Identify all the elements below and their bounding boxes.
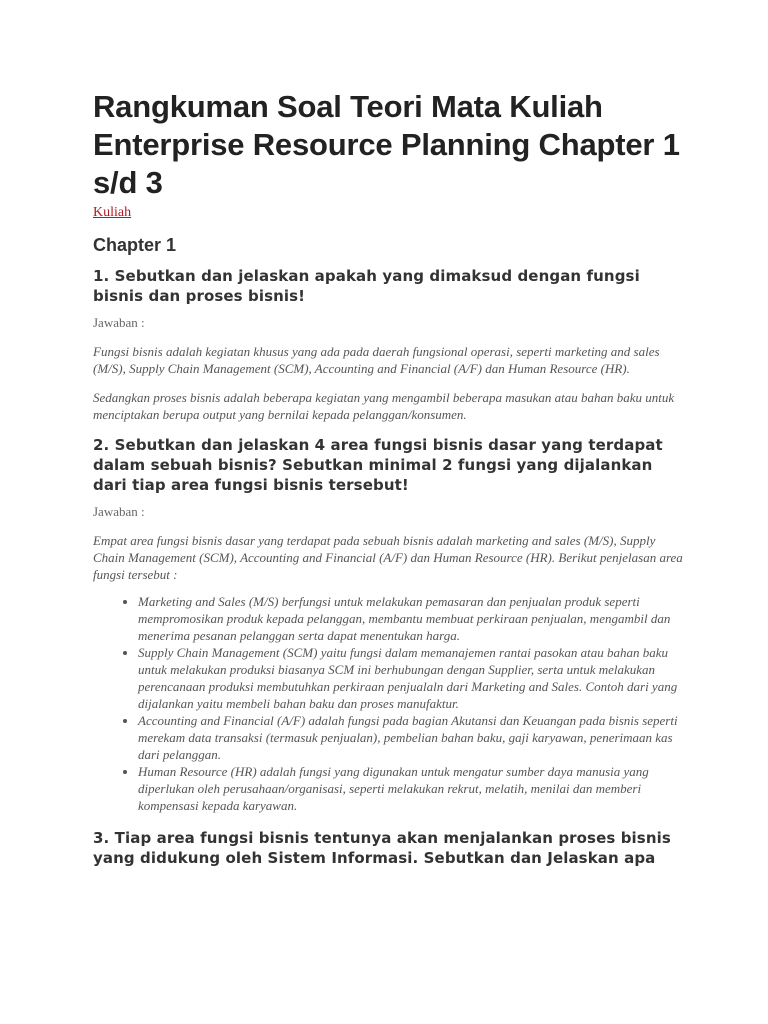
question-heading: 3. Tiap area fungsi bisnis tentunya akan menjalankan proses bisnis yang didukung oleh Sistem Informasi. Sebutkan dan Jelaskan apa [93,829,671,867]
bullet-list [93,593,683,814]
page-title: Rangkuman Soal Teori Mata Kuliah Enterprise Resource Planning Chapter 1 s/d 3 [93,89,680,200]
answer-paragraph: Sedangkan proses bisnis adalah beberapa kegiatan yang mengambil beberapa masukan atau bahan baku untuk menciptakan berupa output yang bernilai kepada pelanggan/konsumen. [93,390,675,422]
article [93,88,683,868]
answer-intro: Empat area fungsi bisnis dasar yang terdapat pada sebuah bisnis adalah marketing and sales (M/S), Supply Chain Management (SCM), Accounting and Financial (A/F) dan Human Resource (HR). Berikut penjelasan area fungsi tersebut : [93,533,683,582]
list-item: • Supply Chain Management (SCM) yaitu fungsi dalam memanajemen rantai pasokan atau bahan baku untuk melakukan produksi biasanya SCM ini berhubungan dengan Supplier, serta untuk melakukan perencanaan produksi membutuhkan perkiraan penjualaln dari Marketing and Sales. Contoh dari yang dijalankan yaitu membeli bahan baku dan proses manufaktur. [138,644,683,712]
answer-label: Jawaban : [93,315,145,330]
answer-paragraph: Fungsi bisnis adalah kegiatan khusus yang ada pada daerah fungsional operasi, seperti marketing and sales (M/S), Supply Chain Management (SCM), Accounting and Financial (A/F) dan Human Resource (HR). [93,344,660,376]
list-item: • Marketing and Sales (M/S) berfungsi untuk melakukan pemasaran dan penjualan produk seperti mempromosikan produk kepada pelanggan, membantu membuat perkiraan penjualan, mengambil dan menerima pesanan pelanggan serta dapat menentukan harga. [138,593,683,644]
answer-label: Jawaban : [93,504,145,519]
question-heading: 2. Sebutkan dan jelaskan 4 area fungsi bisnis dasar yang terdapat dalam sebuah bisnis? Sebutkan minimal 2 fungsi yang dijalankan dari tiap area fungsi bisnis tersebut! [93,436,663,494]
chapter-heading: Chapter 1 [93,235,177,255]
list-item: • Accounting and Financial (A/F) adalah fungsi pada bagian Akutansi dan Keuangan pada bisnis seperti merekam data transaksi (termasuk penjualan), pembelian bahan baku, gaji karyawan, penerimaan kas dari pelanggan. [138,712,683,763]
category-link[interactable]: Kuliah [93,205,132,220]
list-item: • Human Resource (HR) adalah fungsi yang digunakan untuk mengatur sumber daya manusia yang diperlukan oleh perusahaan/organisasi, seperti melakukan rekrut, melatih, menilai dan memberi kompensasi kepada karyawan. [138,763,683,814]
question-heading: 1. Sebutkan dan jelaskan apakah yang dimaksud dengan fungsi bisnis dan proses bisnis! [93,267,640,305]
